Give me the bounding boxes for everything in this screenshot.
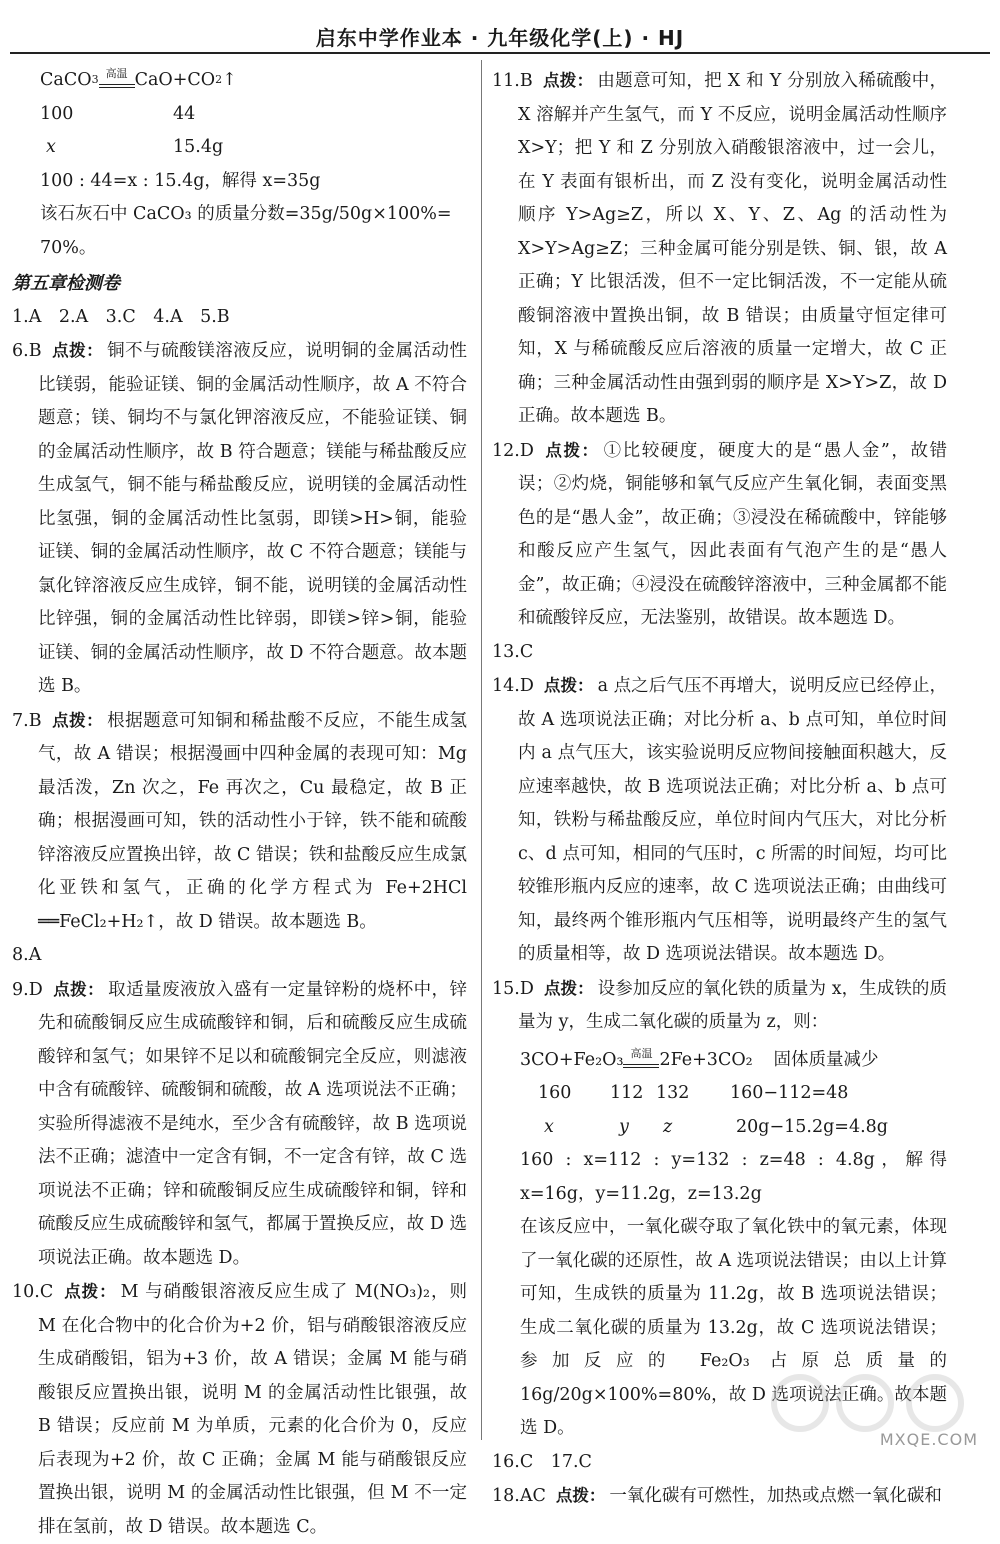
answer-15: 15.D 点拨： 设参加反应的氧化铁的质量为 x，生成铁的质量为 y，生成二氧化碳的质量为 z，则：: [492, 978, 947, 1032]
subscript: 2: [215, 73, 223, 86]
answer-7: 7.B 点拨： 根据题意可知铜和稀盐酸不反应，不能生成氢气，故 A 错误；根据漫画中四种金属的表现可知：Mg 最活泼，Zn 次之，Fe 再次之，Cu 最稳定，故 B 正确；根据漫画可知，铁的活动性小于锌，铁不能和硫酸锌溶液反应置换出锌，故 C 错误；铁和盐酸反应生成氯化亚铁和氢气，正确的化学方程式为 Fe+2HCl ══FeCl₂+H₂↑，故 D 错误。故本题选 B。: [12, 710, 468, 932]
left-column: [12, 64, 467, 1544]
mass-fraction-line: 该石灰石中 CaCO₃ 的质量分数=35g/50g×100%=: [40, 204, 452, 224]
condition-high-temp: 高温: [623, 1044, 659, 1078]
answers-16-17: 16.C 17.C: [492, 1451, 592, 1472]
stoich-row-2: x y z 20g−15.2g=4.8g: [544, 1116, 888, 1137]
stoich-row-1: 100 44: [40, 103, 196, 124]
answer-9: 9.D 点拨： 取适量废液放入盛有一定量锌粉的烧杯中，锌先和硫酸铜反应生成硫酸锌和铜，后和硫酸反应生成硫酸锌和氢气；如果锌不足以和硫酸铜完全反应，则滤液中含有硫酸锌、硫酸铜和硫酸，故 A 选项说法不正确；实验所得滤液不是纯水，至少含有硫酸锌，故 B 选项说法不正确；滤渣中一定含有铜，不一定含有锌，故 C 选项说法不正确；锌和硫酸铜反应生成硫酸锌和铜，锌和硫酸反应生成硫酸锌和氢气，都属于置换反应，故 D 选项说法正确。故本题选 D。: [12, 979, 468, 1268]
hint-label: 点拨：: [543, 440, 600, 460]
ratio-line: 160 : x=112 : y=132 : z=48 : 4.8g，解得 x=16g，y=11.2g，z=13.2g: [520, 1150, 947, 1204]
column-divider: [481, 60, 482, 1440]
hint-label: 点拨：: [543, 676, 594, 695]
answer-6: 6.B 点拨： 铜不与硫酸镁溶液反应，说明铜的金属活动性比镁弱，能验证镁、铜的金属活动性顺序，故 A 不符合题意；镁、铜均不与氯化钾溶液反应，不能验证镁、铜的金属活动性顺序，故 B 符合题意；镁能与稀盐酸反应生成氢气，铜不能与稀盐酸反应，说明镁的金属活动性比氢强，铜的金属活动性比氢弱，即镁>H>铜，能验证镁、铜的金属活动性顺序，故 C 不符合题意；镁能与氯化锌溶液反应生成锌，铜不能，说明镁的金属活动性比锌强，铜的金属活动性比锌弱，即镁>锌>铜，能验证镁、铜的金属活动性顺序，故 D 不符合题意。故本题选 B。: [12, 341, 468, 696]
answer-11: 11.B 点拨： 由题意可知，把 X 和 Y 分别放入稀硫酸中，X 溶解并产生氢气，而 Y 不反应，说明金属活动性顺序 X>Y；把 Y 和 Z 分别放入硝酸银溶液中，过一会儿，在 Y 表面有银析出，而 Z 没有变化，说明金属活动性顺序 Y>Ag≥Z，所以 X、Y、Z、Ag 的活动性为 X>Y>Ag≥Z；三种金属可能分别是铁、铜、银，故 A 正确；Y 比银活泼，但不一定比铜活泼，不一定能从硫酸铜溶液中置换出铜，故 B 错误；由质量守恒定律可知，X 与稀硫酸反应后溶液的质量一定增大，故 C 正确；三种金属活动性由强到弱的顺序是 X>Y>Z，故 D 正确。故本题选 B。: [492, 71, 947, 426]
hint-label: 点拨：: [63, 1282, 117, 1301]
hint-label: 点拨：: [51, 341, 104, 360]
watermark-text: MXQE.COM: [879, 1430, 978, 1449]
answer-18: 18.AC 点拨： 一氧化碳有可燃性，加热或点燃一氧化碳和: [492, 1486, 942, 1506]
hint-label: 点拨：: [542, 71, 594, 90]
mass-fraction-result: 70%。: [40, 237, 97, 258]
answer-8: 8.A: [12, 945, 42, 965]
hint-label: 点拨：: [555, 1486, 606, 1505]
condition-high-temp: 高温: [99, 64, 135, 98]
hint-label: 点拨：: [52, 979, 105, 999]
answers-1-5: 1.A 2.A 3.C 4.A 5.B: [12, 306, 230, 327]
ratio-line: 100 : 44=x : 15.4g，解得 x=35g: [40, 170, 321, 191]
answer-15-analysis: 在该反应中，一氧化碳夺取了氧化铁中的氧元素，体现了一氧化碳的还原性，故 A 选项说法错误；由以上计算可知，生成铁的质量为 11.2g，故 B 选项说法错误；生成二氧化碳的质量为 13.2g，故 C 选项说法错误；参加反应的 Fe₂O₃ 占原总质量的 16g/20g×100%=80%，故 D 选项说法正确。故本题选 D。: [520, 1217, 947, 1438]
subscript: 3: [91, 73, 99, 86]
header-rule: [10, 52, 990, 54]
page-header: [0, 0, 1000, 60]
answer-10: 10.C 点拨： M 与硝酸银溶液反应生成了 M(NO₃)₂，则 M 在化合物中的化合价为+2 价，铝与硝酸银溶液反应生成硝酸铝，铝为+3 价，故 A 错误；金属 M 能与硝酸银反应置换出银，说明 M 的金属活动性比银强，故 B 错误；反应前 M 为单质，元素的化合价为 0，反应后表现为+2 价，故 C 正确；金属 M 能与硝酸银反应置换出银，说明 M 的金属活动性比银强，但 M 不一定排在氢前，故 D 错误。故本题选 C。: [12, 1282, 468, 1537]
stoich-row-2: x 15.4g: [46, 137, 224, 157]
equation-caco3: CaCO $_3$ 高温 CaO+CO $_2$ ↑: [40, 64, 467, 98]
answer-12: 12.D 点拨： ①比较硬度，硬度大的是“愚人金”，故错误；②灼烧，铜能够和氧气反应产生氧化铜，表面变黑色的是“愚人金”，故正确；③浸没在稀硫酸中，锌能够和酸反应产生氢气，因此表面有气泡产生的是“愚人金”，故正确；④浸没在硫酸锌溶液中，三种金属都不能和硫酸锌反应，无法鉴别，故错误。故本题选 D。: [492, 440, 947, 628]
page-title: 启东中学作业本 · 九年级化学(上) · HJ: [315, 26, 685, 50]
right-column: [492, 64, 947, 1514]
answer-14: 14.D 点拨： a 点之后气压不再增大，说明反应已经停止，故 A 选项说法正确；对比分析 a、b 点可知，单位时间内 a 点气压大，该实验说明反应物间接触面积越大，反应速率越快，故 B 选项说法正确；对比分析 a、b 点可知，铁粉与稀盐酸反应，单位时间内气压大，对比分析 c、d 点可知，相同的气压时，c 所需的时间短，均可比较锥形瓶内反应的速率，故 C 选项说法正确；由曲线可知，最终两个锥形瓶内气压相等，说明最终产生的氢气的质量相等，故 D 选项说法错误。故本题选 D。: [492, 676, 948, 964]
hint-label: 点拨：: [51, 710, 104, 730]
hint-label: 点拨：: [543, 978, 594, 998]
answer-13: 13.C: [492, 641, 534, 662]
section-title: 第五章检测卷: [12, 273, 120, 294]
stoich-row-1: 160 112 132 160−112=48: [538, 1083, 849, 1103]
equation-fe2o3: 3CO+Fe₂O₃ 高温 2Fe+3CO₂ 固体质量减少: [520, 1044, 947, 1078]
